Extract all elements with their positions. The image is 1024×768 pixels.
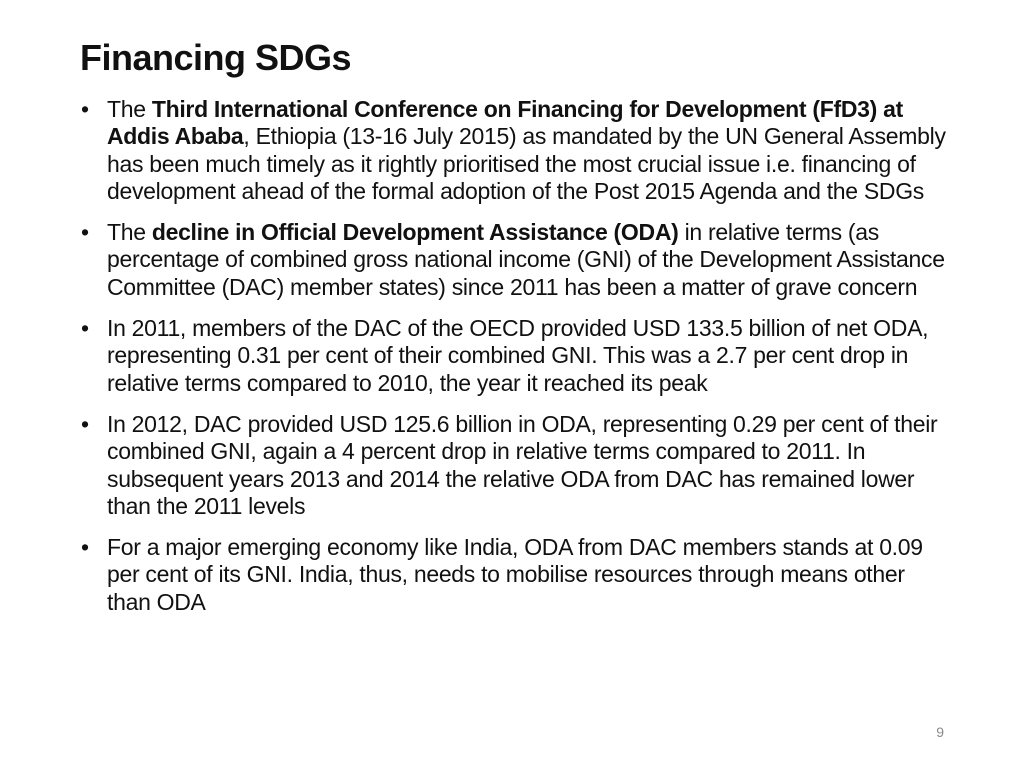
slide-title: Financing SDGs (80, 37, 352, 78)
bullet-dot-icon: • (81, 96, 89, 122)
bullet-item (80, 315, 948, 397)
bullet-dot-icon: • (81, 315, 89, 342)
bullet-text-segment: , Ethiopia (13-16 July 2015) as mandated by the UN General Assembly has been much timely as it rightly prioritised the most crucial issue i.e. financing of development ahead of the formal adoption of the Post 2015 Agenda and the SDGs (107, 123, 946, 204)
bullet-text (107, 96, 946, 204)
bullet-item (80, 411, 948, 520)
bullet-text-bold: Third International Conference on Financing for Development (FfD3) at Addis Ababa (107, 96, 903, 150)
bullet-item (80, 534, 948, 616)
bullet-item (80, 219, 948, 301)
bullet-text-segment: The (107, 96, 152, 122)
bullet-list (80, 96, 948, 630)
bullet-text (107, 411, 937, 519)
bullet-text (107, 534, 923, 615)
bullet-text-segment: in relative terms (as percentage of combined gross national income (GNI) of the Development Assistance Committee (DAC) member states) since 2011 has been a matter of grave concern (107, 219, 945, 300)
bullet-dot-icon: • (81, 410, 89, 437)
bullet-dot-icon: • (81, 534, 89, 561)
page-number: 9 (936, 724, 944, 740)
bullet-text-segment: The (107, 219, 152, 246)
bullet-text-segment: In 2012, DAC provided USD 125.6 billion in ODA, representing 0.29 per cent of their combined GNI, again a 4 percent drop in relative terms compared to 2011. In subsequent years 2013 and 2014 the relative ODA from DAC has remained lower than the 2011 levels (107, 410, 938, 519)
bullet-item (80, 96, 948, 205)
bullet-text-segment: For a major emerging economy like India, ODA from DAC members stands at 0.09 per cent of its GNI. India, thus, needs to mobilise resources through means other than ODA (107, 534, 923, 615)
bullet-text (107, 219, 945, 300)
bullet-text (107, 315, 928, 396)
bullet-text-segment: In 2011, members of the DAC of the OECD provided USD 133.5 billion of net ODA, representing 0.31 per cent of their combined GNI. This was a 2.7 per cent drop in relative terms compared to 2010, the year it reached its peak (107, 315, 929, 396)
bullet-text-bold: decline in Official Development Assistance (ODA) (151, 219, 679, 246)
bullet-dot-icon: • (81, 219, 89, 246)
